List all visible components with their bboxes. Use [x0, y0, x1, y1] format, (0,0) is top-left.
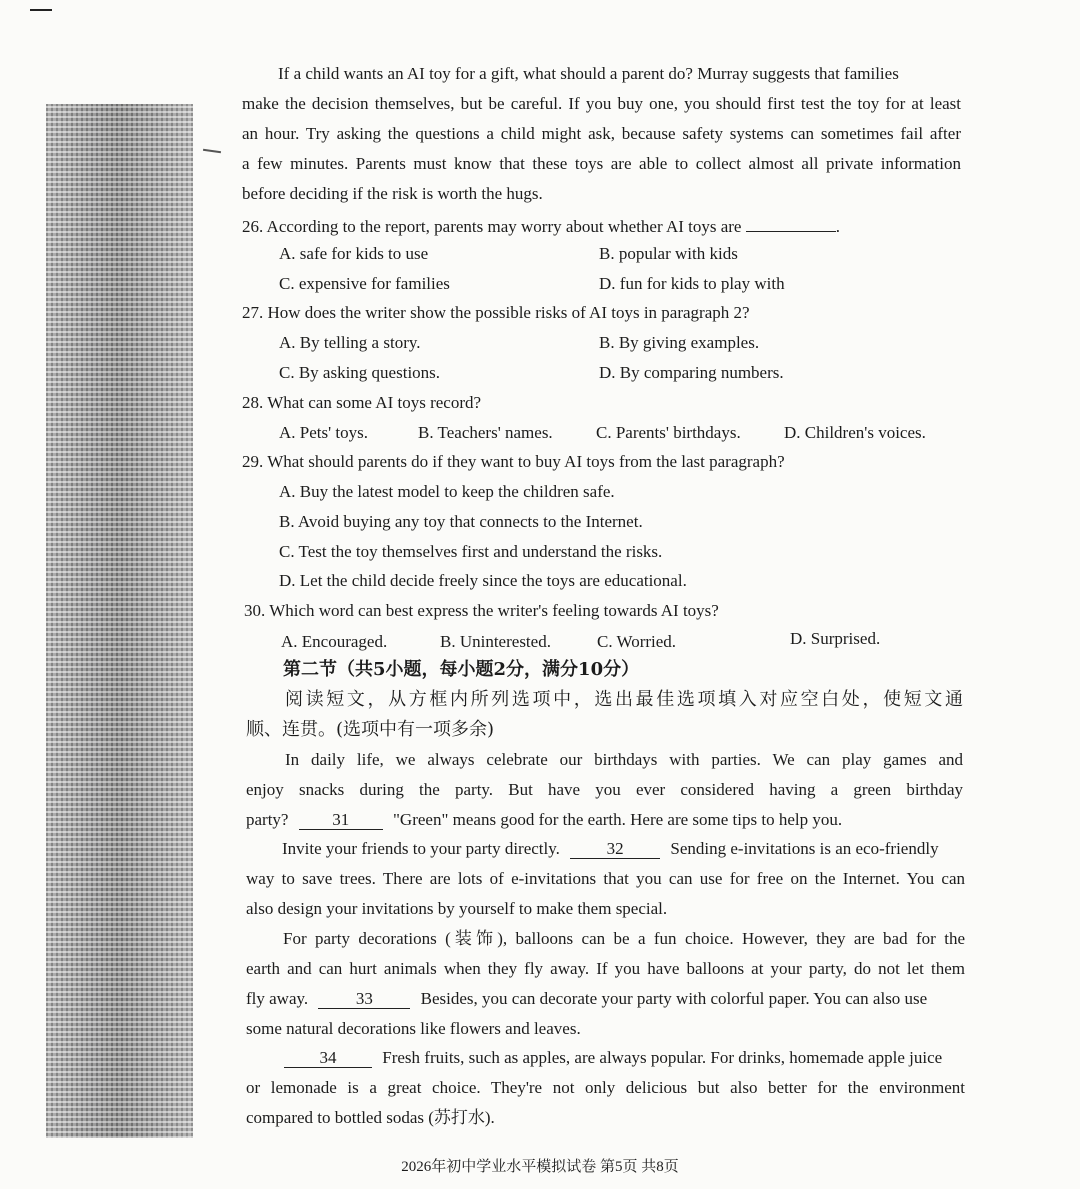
section-2-instruction: 阅读短文，从方框内所列选项中，选出最佳选项填入对应空白处，使短文通: [285, 689, 963, 710]
blank-32[interactable]: 32: [570, 840, 660, 859]
option-28-d[interactable]: D. Children's voices.: [784, 423, 926, 442]
option-30-b[interactable]: B. Uninterested.: [440, 632, 551, 651]
passage-line: make the decision themselves, but be careful. If you buy one, you should first test the toy for at least: [242, 94, 961, 113]
cloze-line: 34 Fresh fruits, such as apples, are always popular. For drinks, homemade apple juice: [284, 1047, 942, 1069]
answer-blank[interactable]: [746, 213, 836, 232]
option-30-c[interactable]: C. Worried.: [597, 632, 677, 651]
option-30-a[interactable]: A. Encouraged.: [281, 632, 388, 651]
option-26-c[interactable]: C. expensive for families: [279, 274, 450, 293]
cloze-line: some natural decorations like flowers and leaves.: [246, 1019, 581, 1038]
cloze-line: compared to bottled sodas (苏打水).: [246, 1108, 495, 1127]
question-30-stem: 30. Which word can best express the writer's feeling towards AI toys?: [244, 601, 719, 620]
section-2-title: 第二节（共5小题，每小题2分，满分10分）: [283, 659, 640, 680]
margin-mark: [203, 149, 221, 153]
cloze-line: party? 31 "Green" means good for the earth. Here are some tips to help you.: [246, 810, 843, 829]
cloze-line: also design your invitations by yourself to make them special.: [246, 899, 668, 918]
cloze-line: enjoy snacks during the party. But have you ever considered having a green birthday: [246, 780, 963, 799]
option-26-d[interactable]: D. fun for kids to play with: [599, 274, 785, 293]
option-28-a[interactable]: A. Pets' toys.: [279, 423, 369, 442]
question-29-stem: 29. What should parents do if they want to buy AI toys from the last paragraph?: [242, 452, 785, 471]
question-26-stem: 26. According to the report, parents may worry about whether AI toys are .: [242, 213, 840, 238]
corner-mark: [30, 9, 52, 11]
page-footer: 2026年初中学业水平模拟试卷 第5页 共8页: [401, 1159, 679, 1175]
option-29-c[interactable]: C. Test the toy themselves first and understand the risks.: [279, 542, 663, 561]
option-26-a[interactable]: A. safe for kids to use: [279, 244, 429, 263]
cloze-line: Invite your friends to your party directly. 32 Sending e-invitations is an eco-friendly: [282, 839, 939, 858]
option-30-d[interactable]: D. Surprised.: [790, 629, 881, 648]
section-2-instruction: 顺、连贯。(选项中有一项多余): [246, 719, 495, 740]
cloze-line: or lemonade is a great choice. They're not only delicious but also better for the environment: [246, 1078, 965, 1097]
option-27-c[interactable]: C. By asking questions.: [279, 363, 441, 382]
option-28-b[interactable]: B. Teachers' names.: [418, 423, 553, 442]
cloze-line: earth and can hurt animals when they fly away. If you have balloons at your party, do not let them: [246, 959, 965, 978]
blank-31[interactable]: 31: [299, 811, 383, 830]
cloze-line: In daily life, we always celebrate our birthdays with parties. We can play games and: [285, 750, 963, 769]
cloze-line: way to save trees. There are lots of e-invitations that you can use for free on the Internet. You can: [246, 869, 965, 888]
question-28-stem: 28. What can some AI toys record?: [242, 393, 482, 412]
passage-line: an hour. Try asking the questions a child might ask, because safety systems can sometimes fail after: [242, 124, 961, 143]
option-29-a[interactable]: A. Buy the latest model to keep the children safe.: [279, 482, 615, 501]
cloze-line: fly away. 33 Besides, you can decorate your party with colorful paper. You can also use: [246, 989, 928, 1008]
cloze-line: For party decorations (装饰), balloons can be a fun choice. However, they are bad for the: [283, 929, 965, 948]
question-27-stem: 27. How does the writer show the possible risks of AI toys in paragraph 2?: [242, 303, 750, 322]
option-28-c[interactable]: C. Parents' birthdays.: [596, 423, 741, 442]
option-29-d[interactable]: D. Let the child decide freely since the toys are educational.: [279, 571, 687, 590]
passage-line: If a child wants an AI toy for a gift, what should a parent do? Murray suggests that families: [278, 64, 899, 83]
blank-33[interactable]: 33: [318, 990, 410, 1009]
binding-strip: [46, 104, 193, 1138]
passage-line: before deciding if the risk is worth the hugs.: [242, 184, 543, 203]
option-27-a[interactable]: A. By telling a story.: [279, 333, 421, 352]
option-29-b[interactable]: B. Avoid buying any toy that connects to the Internet.: [279, 512, 643, 531]
passage-line: a few minutes. Parents must know that these toys are able to collect almost all private information: [242, 154, 961, 173]
option-27-b[interactable]: B. By giving examples.: [599, 333, 760, 352]
blank-34[interactable]: 34: [284, 1049, 372, 1068]
option-26-b[interactable]: B. popular with kids: [599, 244, 738, 263]
option-27-d[interactable]: D. By comparing numbers.: [599, 363, 784, 382]
